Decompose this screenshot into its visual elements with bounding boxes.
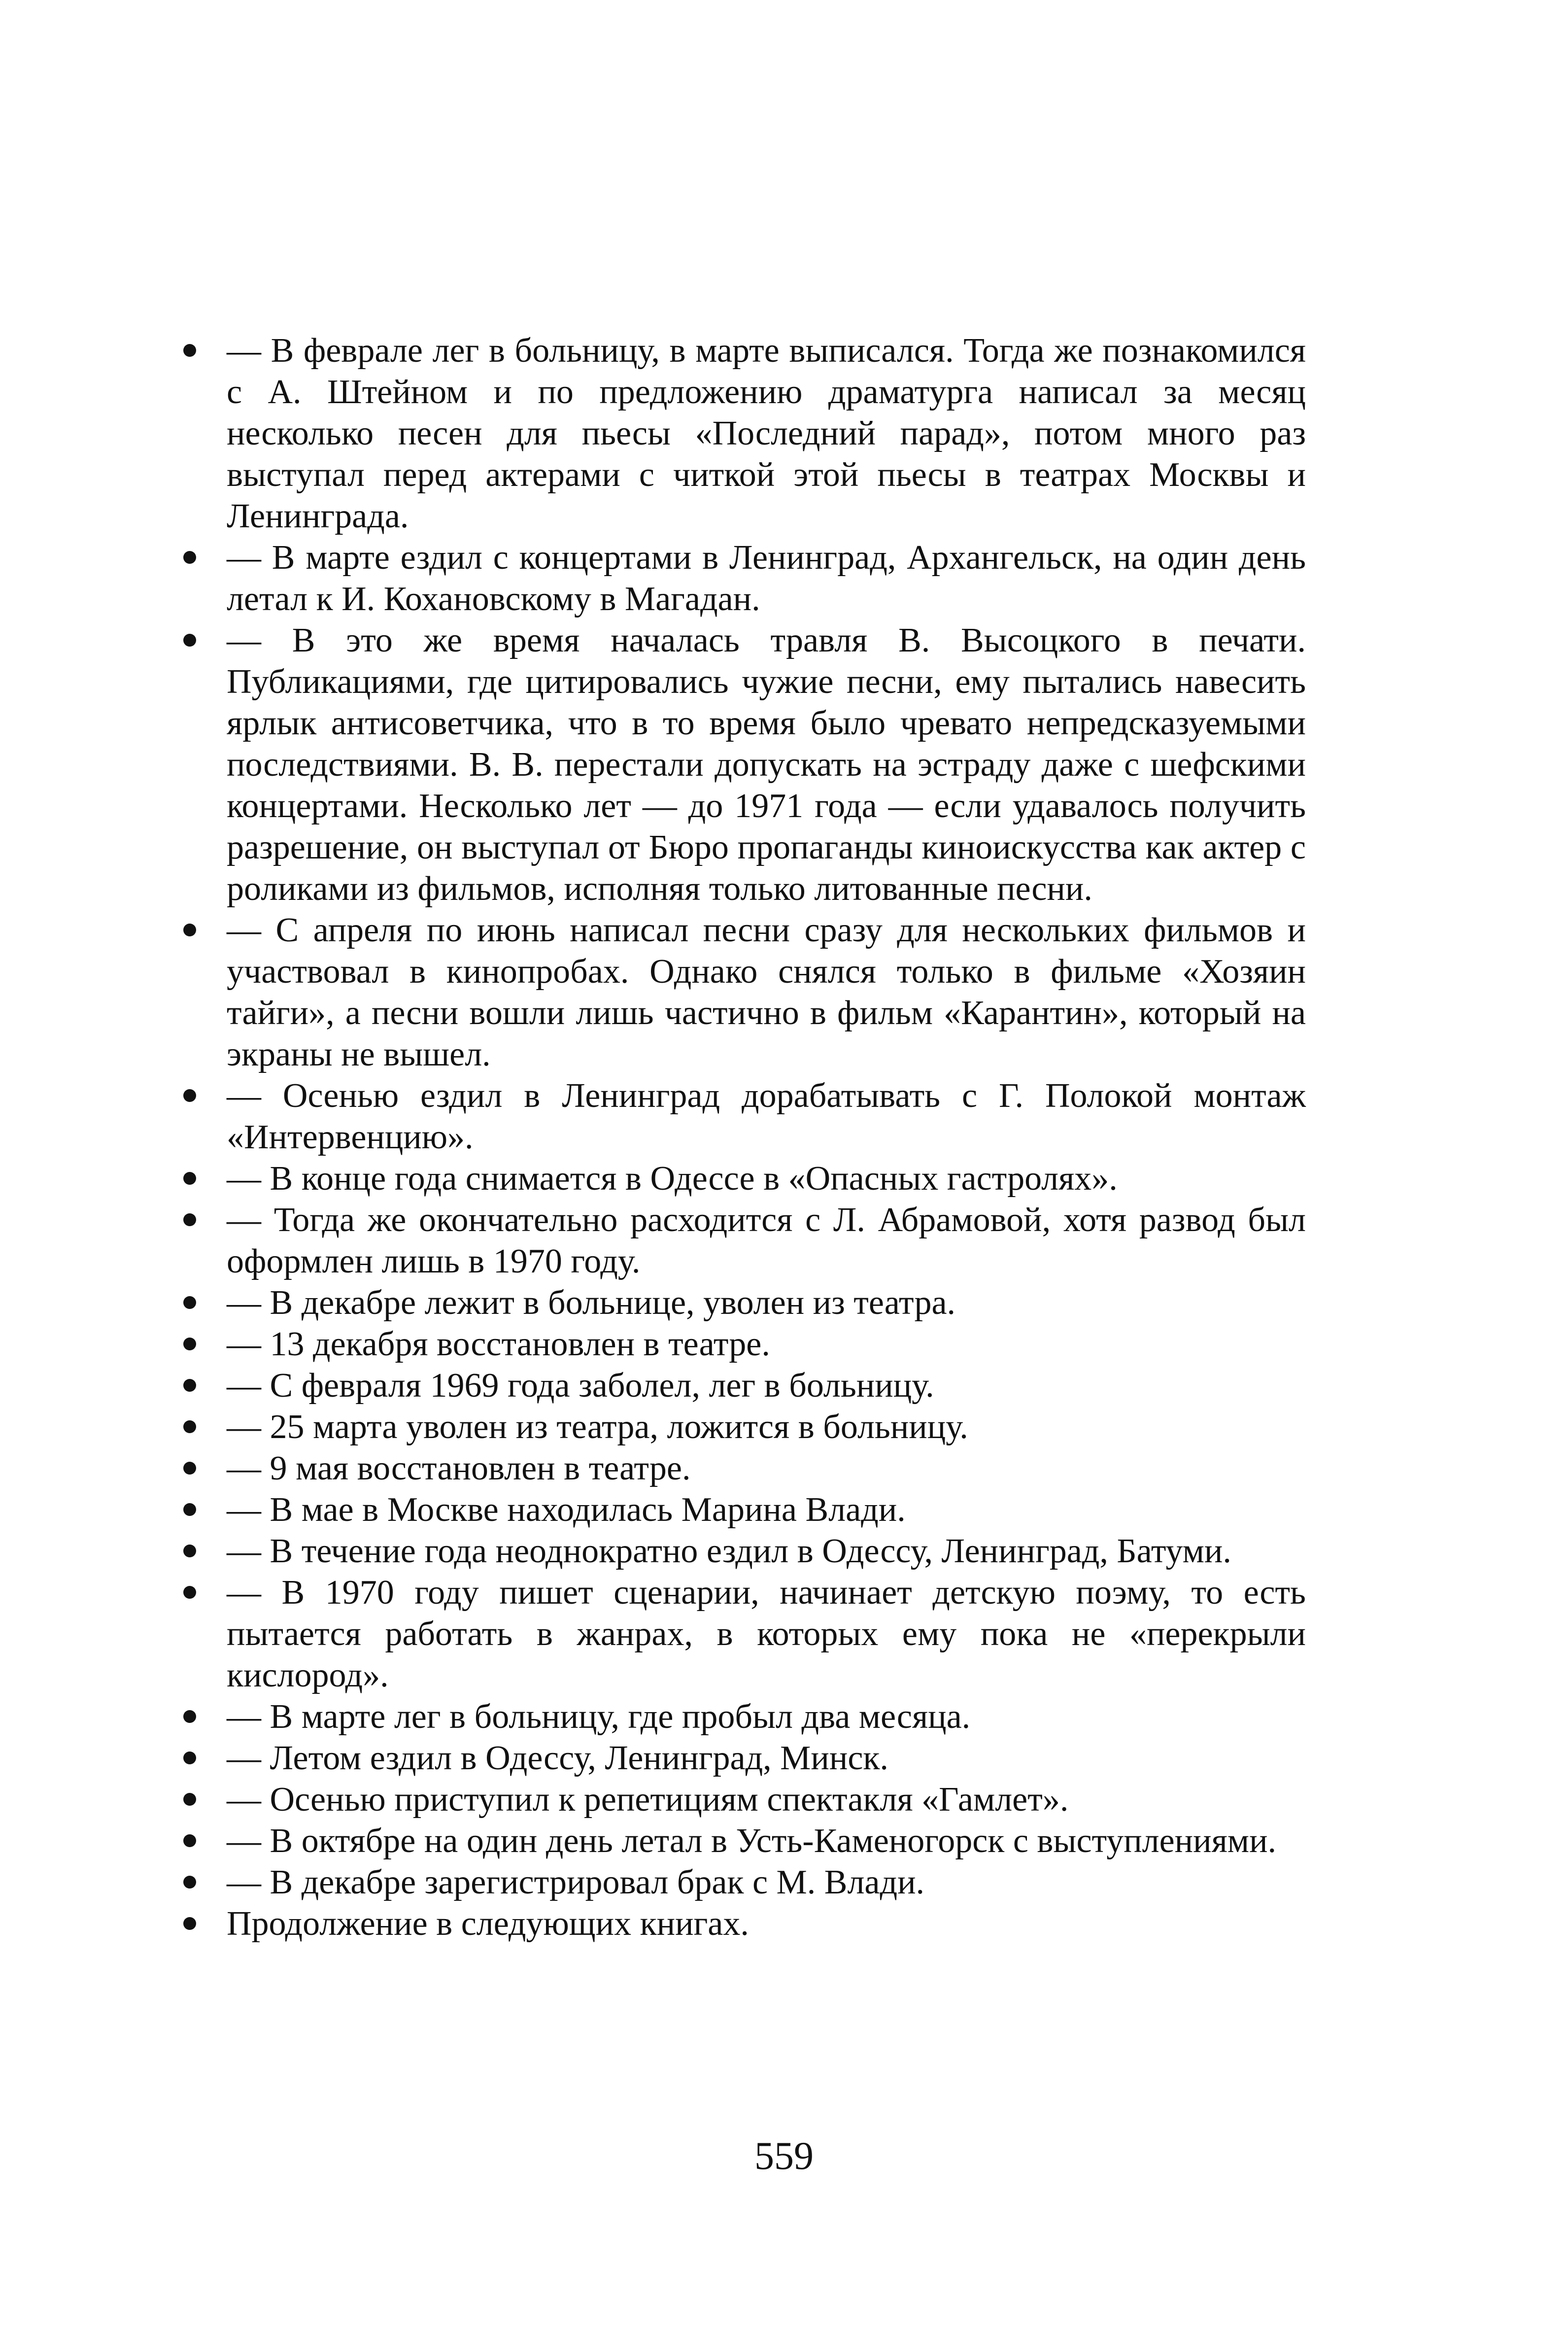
bullet-icon: [183, 344, 196, 357]
bullet-icon: [183, 1710, 196, 1723]
bullet-icon: [183, 1089, 196, 1102]
bullet-icon: [183, 1420, 196, 1433]
bullet-icon: [183, 1462, 196, 1475]
bullet-icon: [183, 1213, 196, 1226]
bullet-icon: [183, 1545, 196, 1557]
page-number: 559: [754, 2134, 814, 2178]
list-item: [182, 1200, 1306, 1282]
entry-text: — Тогда же окончательно расходится с Л. Абрамовой, хотя развод был оформлен лишь в 1970 году.: [227, 1201, 1306, 1280]
list-item: [182, 1282, 1306, 1324]
list-item: [182, 1407, 1306, 1448]
list-item: [182, 1779, 1306, 1821]
list-item: [182, 1448, 1306, 1489]
entry-text: — Летом ездил в Одессу, Ленинград, Минск.: [227, 1739, 888, 1777]
list-item: [182, 1075, 1306, 1158]
list-item: [182, 1903, 1306, 1945]
entry-text: — В это же время началась травля В. Высоцкого в печати. Публикациями, где цитировались чужие песни, ему пытались навесить ярлык антисоветчика, что в то время было чревато непредсказуемыми последствиями. В. В. перестали допускать на эстраду даже с шефскими концертами. Несколько лет — до 1971 года — если удавалось получить разрешение, он выступал от Бюро пропаганды киноискусства как актер с роликами из фильмов, исполняя только литованные песни.: [227, 621, 1306, 908]
list-item: [182, 330, 1306, 537]
entry-text: — В течение года неоднократно ездил в Одессу, Ленинград, Батуми.: [227, 1532, 1231, 1570]
list-item: [182, 1531, 1306, 1572]
bullet-icon: [183, 551, 196, 564]
entry-text: — В 1970 году пишет сценарии, начинает детскую поэму, то есть пытается работать в жанрах, в которых ему пока не «перекрыли кислород».: [227, 1574, 1306, 1694]
entry-text: — 13 декабря восстановлен в театре.: [227, 1325, 770, 1363]
entry-text: — В октябре на один день летал в Усть-Каменогорск с выступлениями.: [227, 1822, 1277, 1860]
bullet-icon: [183, 924, 196, 936]
entry-text: Продолжение в следующих книгах.: [227, 1905, 749, 1943]
chronology-list: [182, 330, 1306, 1945]
entry-text: — В марте ездил с концертами в Ленинград, Архангельск, на один день летал к И. Кохановскому в Магадан.: [227, 539, 1306, 618]
entry-text: — В декабре лежит в больнице, уволен из театра.: [227, 1284, 956, 1322]
list-item: [182, 1738, 1306, 1779]
list-item: [182, 910, 1306, 1075]
bullet-icon: [183, 634, 196, 647]
list-item: [182, 537, 1306, 620]
entry-text: — 25 марта уволен из театра, ложится в больницу.: [227, 1408, 968, 1446]
entry-text: — В конце года снимается в Одессе в «Опасных гастролях».: [227, 1160, 1118, 1198]
bullet-icon: [183, 1834, 196, 1847]
entry-text: — В феврале лег в больницу, в марте выписался. Тогда же познакомился с А. Штейном и по предложению драматурга написал за месяц несколько песен для пьесы «Последний парад», потом много раз выступал перед актерами с читкой этой пьесы в театрах Москвы и Ленинграда.: [227, 332, 1306, 535]
bullet-icon: [183, 1586, 196, 1599]
list-item: [182, 1821, 1306, 1862]
bullet-icon: [183, 1793, 196, 1806]
list-item: [182, 1572, 1306, 1696]
bullet-icon: [183, 1876, 196, 1889]
bullet-icon: [183, 1379, 196, 1392]
list-item: [182, 1862, 1306, 1903]
entry-text: — В декабре зарегистрировал брак с М. Влади.: [227, 1863, 925, 1901]
list-item: [182, 1696, 1306, 1738]
list-item: [182, 1489, 1306, 1531]
bullet-icon: [183, 1752, 196, 1764]
bullet-icon: [183, 1172, 196, 1185]
list-item: [182, 620, 1306, 910]
list-item: [182, 1324, 1306, 1365]
entry-text: — Осенью ездил в Ленинград дорабатывать с Г. Полокой монтаж «Интервенцию».: [227, 1077, 1306, 1156]
entry-text: — С февраля 1969 года заболел, лег в больницу.: [227, 1367, 934, 1405]
entry-text: — В мае в Москве находилась Марина Влади.: [227, 1491, 906, 1529]
list-item: [182, 1365, 1306, 1407]
entry-text: — В марте лег в больницу, где пробыл два месяца.: [227, 1698, 971, 1736]
entry-text: — С апреля по июнь написал песни сразу для нескольких фильмов и участвовал в кинопробах. Однако снялся только в фильме «Хозяин тайги», а песни вошли лишь частично в фильм «Карантин», который на экраны не вышел.: [227, 911, 1306, 1073]
bullet-icon: [183, 1503, 196, 1516]
bullet-icon: [183, 1338, 196, 1350]
list-item: [182, 1158, 1306, 1200]
bullet-icon: [183, 1917, 196, 1930]
entry-text: — Осенью приступил к репетициям спектакля «Гамлет».: [227, 1781, 1069, 1819]
entry-text: — 9 мая восстановлен в театре.: [227, 1449, 691, 1487]
bullet-icon: [183, 1296, 196, 1309]
